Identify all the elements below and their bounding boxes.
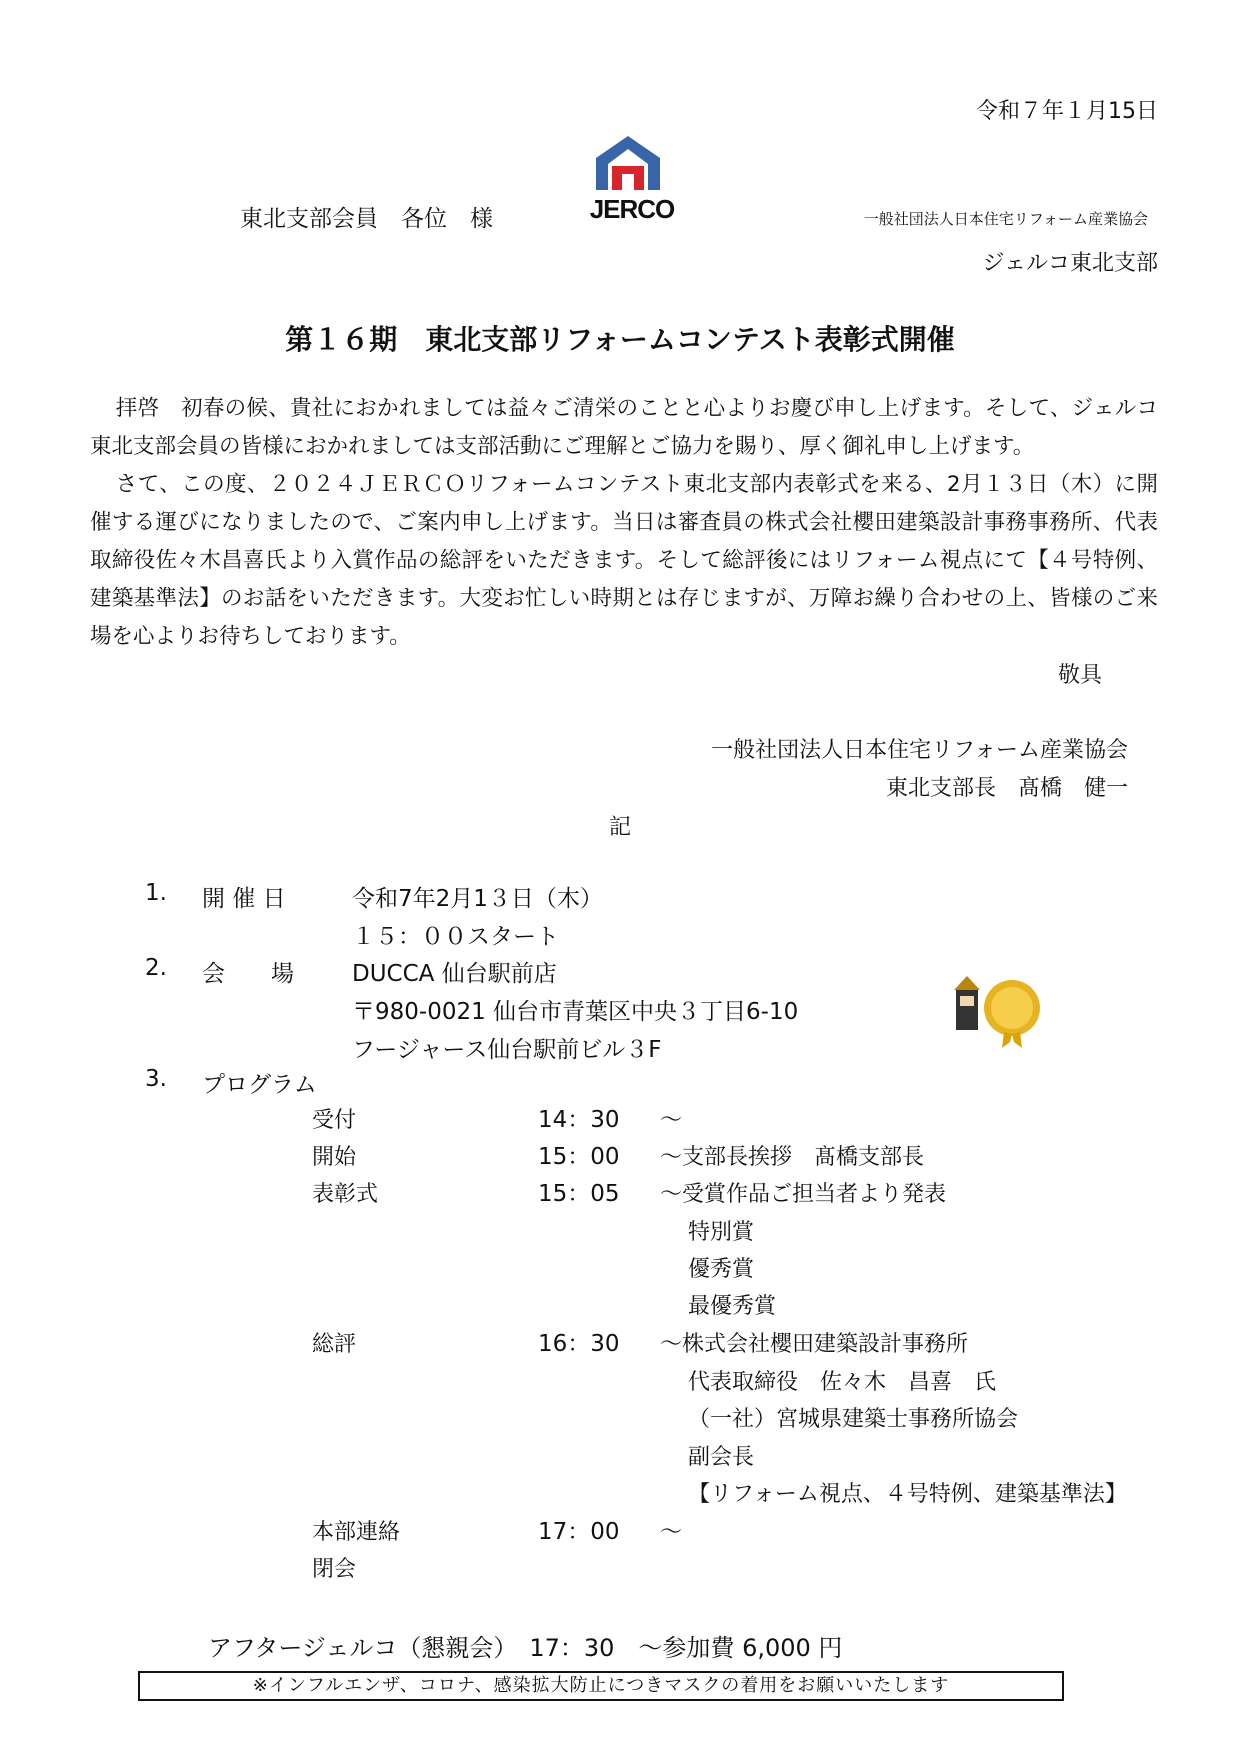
closing-word: 敬具 <box>1057 663 1102 688</box>
reviewer-title: 代表取締役 佐々木 昌喜 氏 <box>688 1370 997 1395</box>
house-logo-icon <box>582 132 682 196</box>
program-label: 総評 <box>312 1332 357 1357</box>
document-title: 第１６期 東北支部リフォームコンテスト表彰式開催 <box>285 323 955 356</box>
award-top: 最優秀賞 <box>688 1294 777 1319</box>
reviewer-position: 副会長 <box>688 1445 755 1470</box>
branch-name: ジェルコ東北支部 <box>982 251 1158 276</box>
venue-address: 〒980-0021 仙台市青葉区中央３丁目6-10 <box>352 999 799 1025</box>
item-2-number: 2. <box>145 955 167 981</box>
item-2-label: 会 場 <box>202 961 294 987</box>
program-desc: ～支部長挨拶 髙橋支部長 <box>660 1145 925 1170</box>
program-time: 17：00 <box>538 1519 620 1545</box>
jerco-logo <box>582 132 682 227</box>
letter-date: 令和７年１月15日 <box>976 99 1158 124</box>
body-paragraph-2: さて、この度、２０２４ＪＥＲＣＯリフォームコンテスト東北支部内表彰式を来る、2月１３日（木）に開催する運びになりましたので、ご案内申し上げます。当日は審査員の株式会社櫻田建築設計事務事務所、代表取締役佐々木昌喜氏より入賞作品の総評をいただきます。そして総評後にはリフォーム視点にて【４号特例、建築基準法】のお話をいただきます。大変お忙しい時期とは存じますが、万障お繰り合わせの上、皆様のご来場を心よりお待ちしております。 <box>90 472 1158 649</box>
program-desc: ～株式会社櫻田建築設計事務所 <box>660 1332 969 1357</box>
reviewer-association: （一社）宮城県建築士事務所協会 <box>688 1407 1019 1432</box>
mask-notice: ※インフルエンザ、コロナ、感染拡大防止につきマスクの着用をお願いいたします <box>138 1671 1064 1701</box>
item-1-time: １５：００スタート <box>352 924 559 950</box>
recipient: 東北支部会員 各位 様 <box>240 206 493 232</box>
program-label: 開始 <box>312 1145 357 1170</box>
item-1-number: 1. <box>145 880 167 906</box>
program-label: 本部連絡 <box>312 1520 401 1545</box>
program-desc: ～受賞作品ご担当者より発表 <box>660 1182 947 1207</box>
certification-badge <box>952 972 1048 1050</box>
association-name: 一般社団法人日本住宅リフォーム産業協会 <box>863 210 1148 228</box>
venue-building: フージャース仙台駅前ビル３F <box>352 1037 662 1063</box>
program-label: 表彰式 <box>312 1182 379 1207</box>
lecture-topic: 【リフォーム視点、４号特例、建築基準法】 <box>688 1482 1127 1507</box>
item-1-date: 令和7年2月1３日（木） <box>352 886 603 912</box>
program-time: 16：30 <box>538 1331 620 1357</box>
program-label: 閉会 <box>312 1557 357 1582</box>
signature-org: 一般社団法人日本住宅リフォーム産業協会 <box>711 738 1128 763</box>
after-party: アフタージェルコ（懇親会） 17：30 ～参加費 6,000 円 <box>208 1634 843 1662</box>
program-time: 15：00 <box>538 1144 620 1170</box>
award-excellent: 優秀賞 <box>688 1257 755 1282</box>
item-3-label: プログラム <box>202 1072 317 1098</box>
program-time: 15：05 <box>538 1181 620 1207</box>
logo-text: JERCO <box>589 194 675 224</box>
program-label: 受付 <box>312 1108 357 1133</box>
program-desc: ～ <box>660 1108 683 1133</box>
badge-emblem-icon <box>952 972 1048 1050</box>
item-1-label: 開 催 日 <box>202 886 286 912</box>
award-special: 特別賞 <box>688 1220 755 1245</box>
ki-heading: 記 <box>608 815 631 840</box>
program-desc: ～ <box>660 1520 683 1545</box>
body-paragraph-1: 拝啓 初春の候、貴社におかれましては益々ご清栄のことと心よりお慶び申し上げます。そして、ジェルコ東北支部会員の皆様におかれましては支部活動にご理解とご協力を賜り、厚く御礼申し上げます。 <box>90 396 1158 459</box>
program-time: 14：30 <box>538 1107 620 1133</box>
signature-name: 東北支部長 髙橋 健一 <box>885 776 1128 801</box>
letter-body <box>90 390 1158 656</box>
venue-name: DUCCA 仙台駅前店 <box>352 961 557 987</box>
item-3-number: 3. <box>145 1066 167 1092</box>
